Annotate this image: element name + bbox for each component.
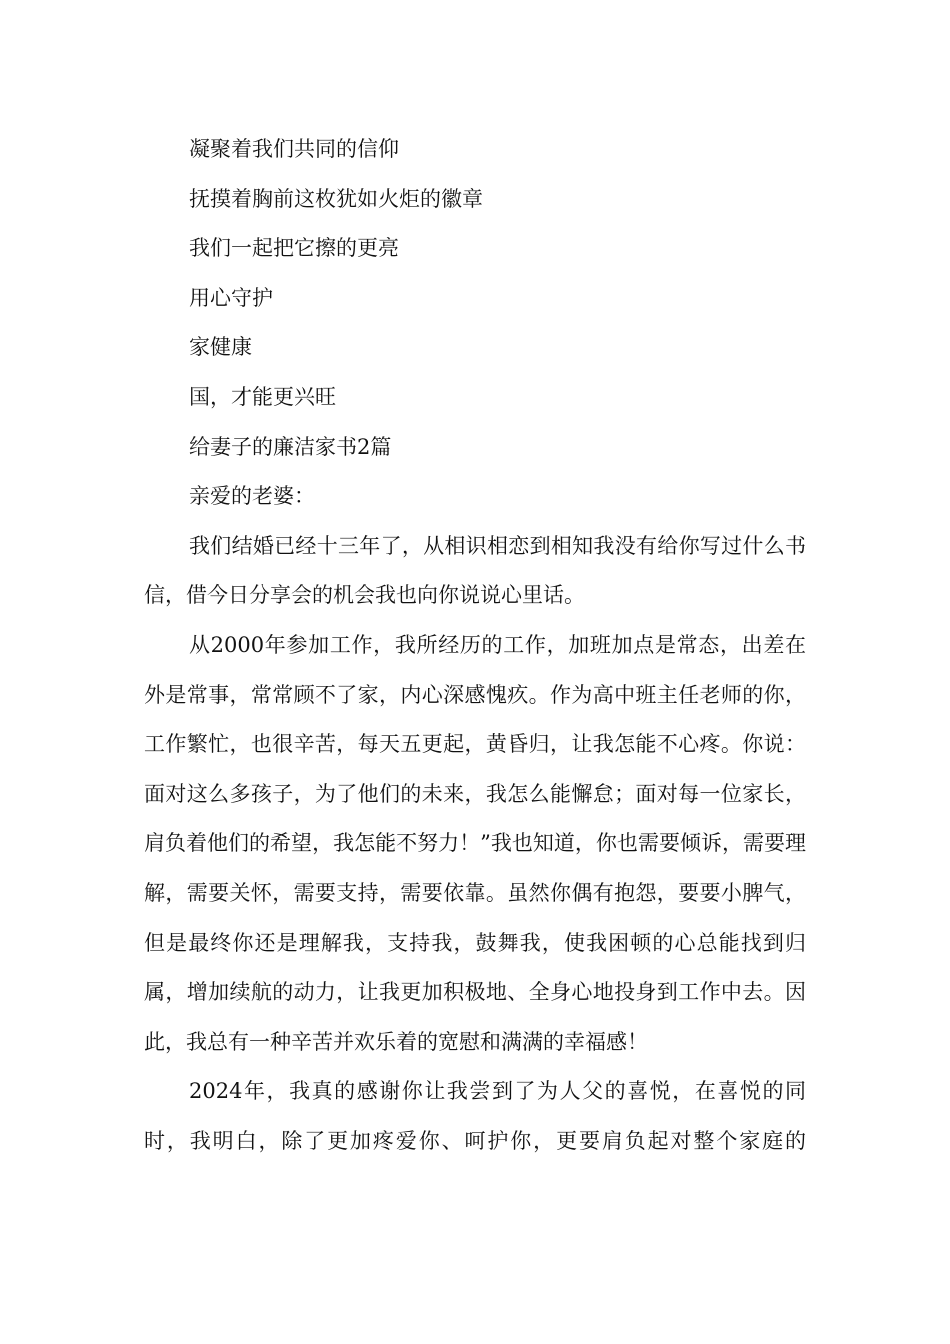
letter-paragraph: 我们结婚已经十三年了，从相识相恋到相知我没有给你写过什么书信，借今日分享会的机会我也向你说说心里话。 xyxy=(144,533,806,608)
document-body xyxy=(144,125,806,1166)
letter-salutation: 亲爱的老婆： xyxy=(189,484,315,509)
poem-line: 用心守护 xyxy=(189,285,273,310)
poem-line: 凝聚着我们共同的信仰 xyxy=(189,137,399,161)
letter-paragraph: 2024年，我真的感谢你让我尝到了为人父的喜悦，在喜悦的同时，我明白，除了更加疼爱你、呵护你，更要肩负起对整个家庭的 xyxy=(144,1079,806,1153)
poem-line: 家健康 xyxy=(189,335,252,360)
letter-paragraph: 从2000年参加工作，我所经历的工作，加班加点是常态，出差在外是常事，常常顾不了家，内心深感愧疚。作为高中班主任老师的你，工作繁忙，也很辛苦，每天五更起，黄昏归，让我怎能不心疼。你说：面对这么多孩子，为了他们的未来，我怎么能懈怠；面对每一位家长，肩负着他们的希望，我怎能不努力！”我也知道，你也需要倾诉，需要理解，需要关怀，需要支持，需要依靠。虽然你偶有抱怨，要要小脾气，但是最终你还是理解我，支持我，鼓舞我，使我困顿的心总能找到归属，增加续航的动力，让我更加积极地、全身心地投身到工作中去。因此，我总有一种辛苦并欢乐着的宽慰和满满的幸福感！ xyxy=(144,632,806,1054)
letter-title: 给妻子的廉洁家书2篇 xyxy=(189,434,392,459)
poem-line: 我们一起把它擦的更亮 xyxy=(189,236,399,261)
poem-line: 抚摸着胸前这枚犹如火炬的徽章 xyxy=(189,186,483,211)
poem-line: 国，才能更兴旺 xyxy=(189,384,336,409)
